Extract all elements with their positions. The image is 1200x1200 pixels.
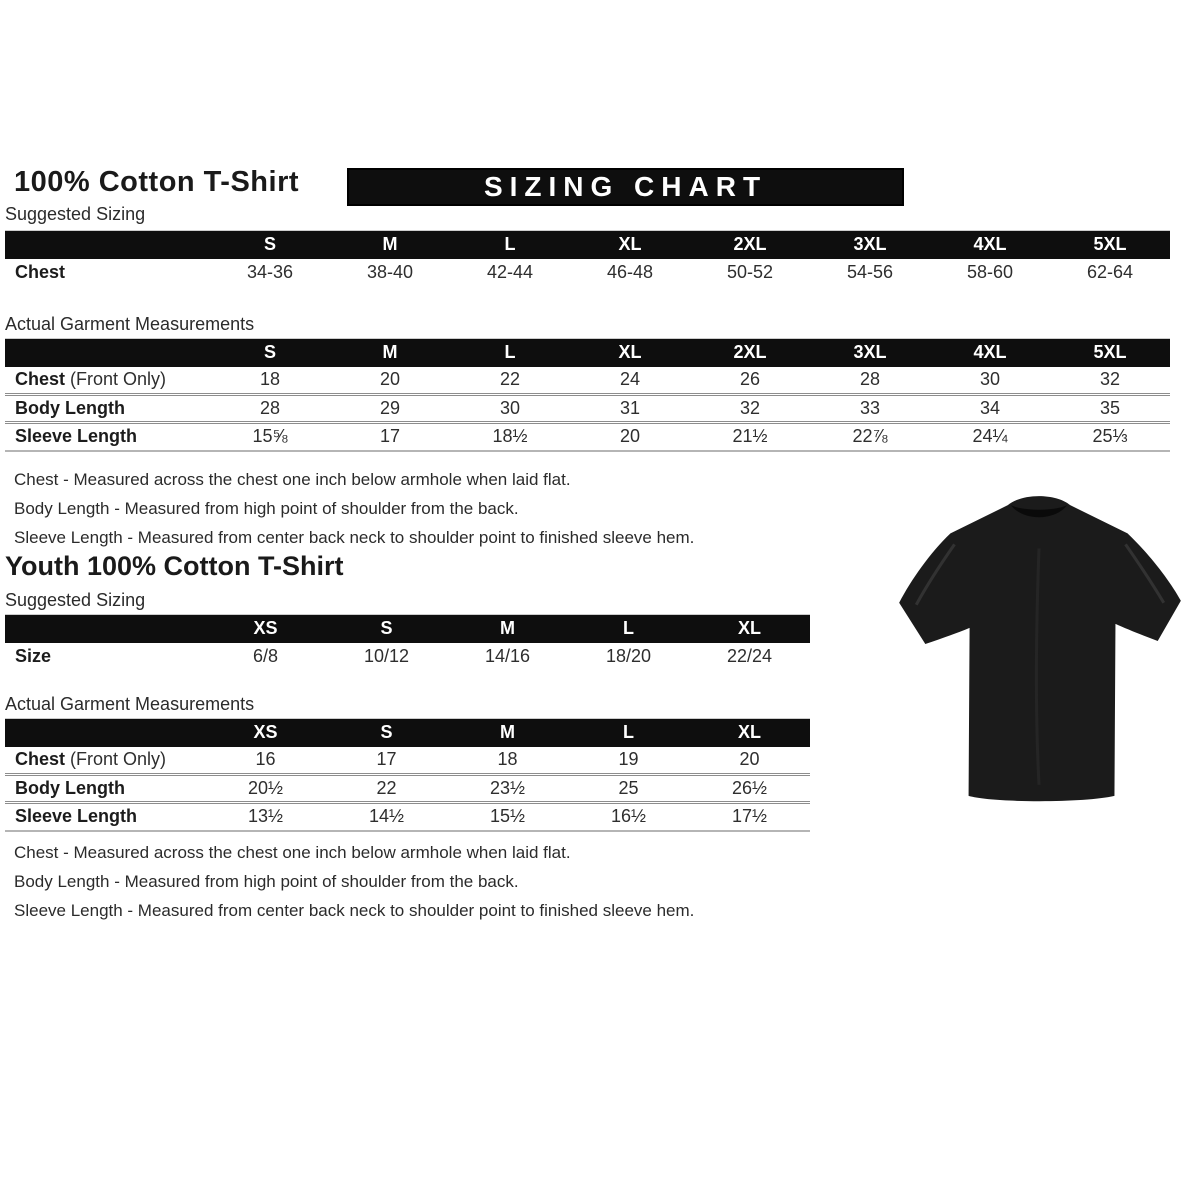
column-header-s: S: [210, 231, 330, 259]
column-header-m: M: [330, 231, 450, 259]
measurement-value-cell: 20½: [205, 775, 326, 803]
column-header-xl: XL: [570, 231, 690, 259]
measurement-value-cell: 18: [497, 749, 518, 770]
row-label: [5, 747, 205, 775]
row-label: [5, 803, 205, 831]
row-label-text: Chest: [15, 749, 66, 770]
column-header-s: S: [326, 719, 447, 747]
row-label: [5, 395, 210, 423]
youth-actual-measurements-table: [5, 718, 810, 832]
measurement-value-cell: 25: [568, 775, 689, 803]
measurement-value-cell: 16: [255, 749, 276, 770]
tshirt-silhouette: [899, 496, 1181, 801]
sizing-chart-banner: SIZING CHART: [347, 168, 904, 206]
note-sleeve-length: Sleeve Length - Measured from center back neck to shoulder point to finished sleeve hem.: [14, 528, 695, 547]
measurement-value-cell: 31: [570, 395, 690, 423]
measurement-value-cell: 24¼: [930, 423, 1050, 451]
measurement-value-cell: 30: [450, 395, 570, 423]
youth-measurement-notes: [14, 838, 694, 925]
measurement-value-cell: 22: [326, 775, 447, 803]
column-header-l: L: [450, 231, 570, 259]
column-header-l: L: [568, 615, 689, 643]
measurement-value-cell: 20: [739, 749, 760, 770]
column-header-xl: XL: [689, 719, 810, 747]
table-row: [5, 775, 810, 803]
measurement-value-cell: 50-52: [726, 262, 774, 282]
note-body-length: Body Length - Measured from high point of shoulder from the back.: [14, 499, 519, 518]
table-row: [5, 259, 1170, 287]
measurement-value-cell: 26: [739, 369, 761, 390]
measurement-value-cell: 54-56: [846, 262, 894, 282]
measurement-value-cell: 17½: [689, 803, 810, 831]
adult-suggested-sizing-table: [5, 230, 1170, 287]
measurement-value-cell: 21½: [690, 423, 810, 451]
table-row: [5, 643, 810, 671]
column-header-5xl: 5XL: [1050, 231, 1170, 259]
table-row: [5, 803, 810, 831]
column-header-s: S: [210, 339, 330, 367]
row-label: [5, 367, 210, 395]
measurement-value-cell: 32: [1099, 369, 1121, 390]
column-header-s: S: [326, 615, 447, 643]
measurement-value-cell: 22: [499, 369, 521, 390]
adult-actual-measurements-table: [5, 338, 1170, 452]
note-sleeve-length: Sleeve Length - Measured from center back neck to shoulder point to finished sleeve hem.: [14, 901, 695, 920]
column-header-4xl: 4XL: [930, 231, 1050, 259]
measurement-value-cell: 34: [930, 395, 1050, 423]
measurement-value-cell: 28: [210, 395, 330, 423]
adult-suggested-sizing-label: Suggested Sizing: [5, 204, 146, 224]
column-header-xs: XS: [205, 719, 326, 747]
youth-actual-measurements-label: Actual Garment Measurements: [5, 694, 255, 714]
table-header-row: [5, 719, 810, 747]
column-header-4xl: 4XL: [930, 339, 1050, 367]
youth-suggested-sizing-label: Suggested Sizing: [5, 590, 146, 610]
measurement-value-cell: 62-64: [1086, 262, 1134, 282]
measurement-value-cell: 17: [330, 423, 450, 451]
row-label-suffix: (Front Only): [65, 369, 167, 390]
column-header-l: L: [450, 339, 570, 367]
column-header-3xl: 3XL: [810, 231, 930, 259]
row-label-text: Sleeve Length: [15, 426, 138, 447]
note-body-length: Body Length - Measured from high point of shoulder from the back.: [14, 872, 519, 891]
header-spacer-cell: [5, 231, 210, 259]
youth-suggested-sizing-table: [5, 614, 810, 671]
header-spacer-cell: [5, 339, 210, 367]
table-header-row: [5, 231, 1170, 259]
measurement-value-cell: 14/16: [484, 646, 531, 666]
column-header-xs: XS: [205, 615, 326, 643]
measurement-value-cell: 15⅝: [210, 423, 330, 451]
measurement-value-cell: 33: [810, 395, 930, 423]
measurement-value-cell: 34-36: [246, 262, 294, 282]
header-spacer-cell: [5, 719, 205, 747]
column-header-2xl: 2XL: [690, 231, 810, 259]
row-label: [5, 643, 205, 671]
measurement-value-cell: 35: [1050, 395, 1170, 423]
column-header-l: L: [568, 719, 689, 747]
table-header-row: [5, 615, 810, 643]
measurement-value-cell: 13½: [205, 803, 326, 831]
measurement-value-cell: 38-40: [366, 262, 414, 282]
measurement-value-cell: 14½: [326, 803, 447, 831]
measurement-value-cell: 17: [376, 749, 397, 770]
table-header-row: [5, 339, 1170, 367]
column-header-3xl: 3XL: [810, 339, 930, 367]
column-header-5xl: 5XL: [1050, 339, 1170, 367]
column-header-xl: XL: [689, 615, 810, 643]
measurement-value-cell: 23½: [447, 775, 568, 803]
measurement-value-cell: 46-48: [606, 262, 654, 282]
measurement-value-cell: 10/12: [363, 646, 410, 666]
column-header-xl: XL: [570, 339, 690, 367]
table-row: [5, 423, 1170, 451]
measurement-value-cell: 16½: [568, 803, 689, 831]
row-label-text: Chest: [15, 369, 66, 390]
row-label-suffix: (Front Only): [65, 749, 167, 770]
measurement-value-cell: 32: [690, 395, 810, 423]
measurement-value-cell: 58-60: [966, 262, 1014, 282]
measurement-value-cell: 19: [618, 749, 639, 770]
measurement-value-cell: 22/24: [726, 646, 773, 666]
measurement-value-cell: 29: [330, 395, 450, 423]
youth-section-title: Youth 100% Cotton T-Shirt: [5, 551, 344, 581]
measurement-value-cell: 20: [570, 423, 690, 451]
measurement-value-cell: 22⅞: [810, 423, 930, 451]
note-chest: Chest - Measured across the chest one inch below armhole when laid flat.: [14, 843, 571, 862]
table-row: [5, 367, 1170, 395]
row-label-text: Chest: [15, 262, 66, 282]
measurement-value-cell: 30: [979, 369, 1001, 390]
row-label: [5, 259, 210, 287]
row-label: [5, 423, 210, 451]
row-label-text: Body Length: [15, 778, 125, 798]
measurement-value-cell: 6/8: [252, 646, 279, 666]
column-header-2xl: 2XL: [690, 339, 810, 367]
note-chest: Chest - Measured across the chest one inch below armhole when laid flat.: [14, 470, 571, 489]
column-header-m: M: [447, 719, 568, 747]
row-label-text: Body Length: [15, 398, 125, 418]
table-row: [5, 395, 1170, 423]
adult-measurement-notes: [14, 465, 694, 552]
column-header-m: M: [447, 615, 568, 643]
row-label-text: Size: [15, 646, 52, 666]
measurement-value-cell: 26½: [689, 775, 810, 803]
black-tshirt-photo: [883, 478, 1195, 810]
column-header-m: M: [330, 339, 450, 367]
page-title: 100% Cotton T-Shirt: [14, 166, 300, 198]
row-label-text: Sleeve Length: [15, 806, 138, 827]
measurement-value-cell: 42-44: [486, 262, 534, 282]
measurement-value-cell: 25⅓: [1050, 423, 1170, 451]
header-spacer-cell: [5, 615, 205, 643]
measurement-value-cell: 24: [619, 369, 641, 390]
tshirt-image: [883, 478, 1195, 810]
measurement-value-cell: 18/20: [605, 646, 652, 666]
measurement-value-cell: 18½: [450, 423, 570, 451]
measurement-value-cell: 20: [379, 369, 401, 390]
table-row: [5, 747, 810, 775]
measurement-value-cell: 18: [259, 369, 281, 390]
measurement-value-cell: 15½: [447, 803, 568, 831]
measurement-value-cell: 28: [859, 369, 881, 390]
adult-actual-measurements-label: Actual Garment Measurements: [5, 314, 255, 334]
row-label: [5, 775, 205, 803]
